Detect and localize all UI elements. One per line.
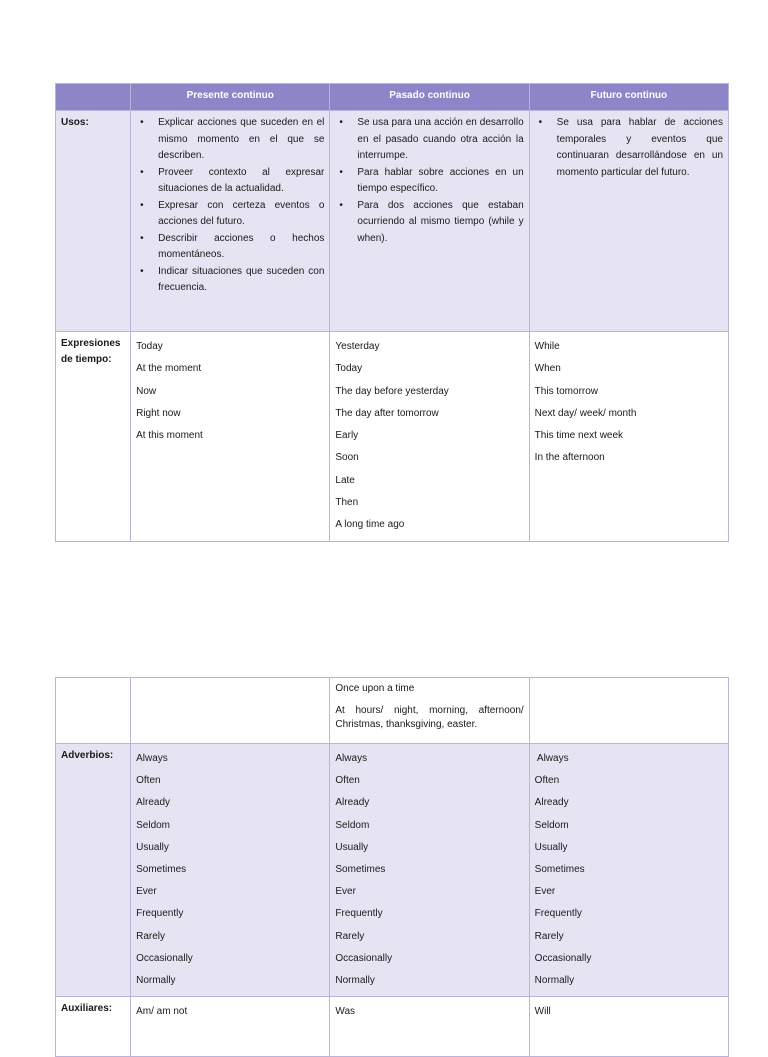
adverbios-pasado-list bbox=[335, 748, 523, 992]
list-item: Normally bbox=[335, 974, 375, 986]
list-item: At hours/ night, morning, afternoon/ Christmas, thanksgiving, easter. bbox=[335, 705, 524, 730]
list-item: Occasionally bbox=[534, 952, 592, 964]
list-item: • Describir acciones o hechos momentáneos. bbox=[158, 231, 324, 264]
list-item: Occasionally bbox=[335, 952, 393, 964]
adverbios-pasado-cell bbox=[330, 744, 529, 997]
list-item: Ever bbox=[335, 886, 356, 898]
list-item: Right now bbox=[136, 407, 181, 419]
auxiliares-pasado-cell bbox=[330, 997, 529, 1057]
list-item: Usually bbox=[534, 841, 568, 853]
list-item: Once upon a time bbox=[335, 683, 415, 694]
list-item: • Se usa para hablar de acciones temporales y eventos que continuaran desarrollándose en un momento particular del futuro. bbox=[557, 115, 723, 181]
usos-futuro-cell bbox=[529, 111, 728, 332]
list-item: • Explicar acciones que suceden en el mismo momento en el que se describen. bbox=[158, 115, 324, 165]
auxiliares-futuro-cell bbox=[529, 997, 728, 1057]
list-item: Today bbox=[136, 341, 163, 352]
list-item: Frequently bbox=[335, 908, 383, 920]
auxiliares-row bbox=[56, 997, 729, 1057]
list-item: • Para hablar sobre acciones en un tiempo específico. bbox=[357, 165, 523, 198]
list-item: Already bbox=[335, 797, 370, 809]
adverbios-presente-cell bbox=[131, 744, 330, 997]
adverbios-futuro-list bbox=[535, 748, 723, 992]
list-item: Will bbox=[534, 1006, 551, 1018]
list-item: Often bbox=[136, 775, 161, 787]
list-item: Yesterday bbox=[335, 341, 380, 352]
list-item: Seldom bbox=[136, 819, 171, 831]
auxiliares-label: Auxiliares: bbox=[56, 997, 131, 1057]
auxiliares-presente-cell bbox=[131, 997, 330, 1057]
tenses-table-part2 bbox=[55, 677, 729, 1057]
expresiones-presente-cell bbox=[131, 332, 330, 542]
header-futuro-continuo: Futuro continuo bbox=[529, 84, 728, 111]
list-item: Ever bbox=[534, 886, 556, 898]
list-item: • Se usa para una acción en desarrollo en el pasado cuando otra acción la interrumpe. bbox=[357, 115, 523, 165]
list-item: Often bbox=[335, 775, 360, 787]
list-item: • Indicar situaciones que suceden con frecuencia. bbox=[158, 264, 324, 297]
list-item: Often bbox=[534, 775, 560, 787]
list-item: Always bbox=[335, 753, 368, 764]
list-item: Am/ am not bbox=[136, 1006, 188, 1018]
list-item: Early bbox=[335, 430, 359, 442]
list-item: Always bbox=[534, 753, 569, 764]
continuation-presente-cell bbox=[131, 678, 330, 744]
usos-pasado-list bbox=[335, 115, 523, 247]
list-item: Late bbox=[335, 474, 355, 486]
auxiliares-pasado-list bbox=[335, 1001, 523, 1023]
list-item: When bbox=[534, 363, 561, 375]
adverbios-label: Adverbios: bbox=[56, 744, 131, 997]
list-item: Ever bbox=[136, 886, 157, 898]
usos-presente-list bbox=[136, 115, 324, 297]
usos-row bbox=[56, 111, 729, 332]
header-row bbox=[56, 84, 729, 111]
list-item: Seldom bbox=[534, 819, 569, 831]
continuation-pasado-list bbox=[335, 682, 523, 732]
list-item: Already bbox=[534, 797, 569, 809]
header-pasado-continuo: Pasado continuo bbox=[330, 84, 529, 111]
expresiones-pasado-list bbox=[335, 336, 523, 537]
list-item: In the afternoon bbox=[534, 452, 605, 464]
list-item: Soon bbox=[335, 452, 359, 464]
usos-pasado-cell bbox=[330, 111, 529, 332]
list-item: Was bbox=[335, 1006, 356, 1018]
list-item: Rarely bbox=[534, 930, 564, 942]
expresiones-presente-list bbox=[136, 336, 324, 447]
list-item: Frequently bbox=[136, 908, 184, 920]
list-item: • Expresar con certeza eventos o acciones del futuro. bbox=[158, 198, 324, 231]
list-item: Sometimes bbox=[136, 863, 187, 875]
list-item: Rarely bbox=[335, 930, 365, 942]
expresiones-continuation-row bbox=[56, 678, 729, 744]
header-empty-cell bbox=[56, 84, 131, 111]
list-item: Occasionally bbox=[136, 952, 193, 964]
list-item: Today bbox=[335, 363, 363, 375]
usos-presente-cell bbox=[131, 111, 330, 332]
adverbios-row bbox=[56, 744, 729, 997]
list-item: The day before yesterday bbox=[335, 385, 449, 397]
list-item: Already bbox=[136, 797, 171, 809]
expresiones-futuro-cell bbox=[529, 332, 728, 542]
list-item: Then bbox=[335, 497, 359, 509]
list-item: A long time ago bbox=[335, 519, 405, 531]
list-item: • Proveer contexto al expresar situaciones de la actualidad. bbox=[158, 165, 324, 198]
list-item: Frequently bbox=[534, 908, 582, 920]
expresiones-futuro-list bbox=[535, 336, 723, 470]
expresiones-label: Expresiones de tiempo: bbox=[56, 332, 131, 542]
tenses-table-part1 bbox=[55, 83, 729, 542]
list-item: The day after tomorrow bbox=[335, 407, 439, 419]
continuation-futuro-cell bbox=[529, 678, 728, 744]
continuation-label-cell bbox=[56, 678, 131, 744]
list-item: Usually bbox=[335, 841, 369, 853]
list-item: At this moment bbox=[136, 430, 203, 442]
auxiliares-futuro-list bbox=[535, 1001, 723, 1023]
list-item: Seldom bbox=[335, 819, 370, 831]
list-item: • Para dos acciones que estaban ocurriendo al mismo tiempo (while y when). bbox=[357, 198, 523, 248]
expresiones-pasado-cell bbox=[330, 332, 529, 542]
usos-label: Usos: bbox=[56, 111, 131, 332]
list-item: Next day/ week/ month bbox=[534, 407, 637, 419]
list-item: Sometimes bbox=[335, 863, 386, 875]
list-item: Sometimes bbox=[534, 863, 585, 875]
list-item: At the moment bbox=[136, 363, 202, 375]
list-item: This time next week bbox=[534, 430, 624, 442]
expresiones-row bbox=[56, 332, 729, 542]
list-item: This tomorrow bbox=[534, 385, 599, 397]
list-item: Always bbox=[136, 753, 168, 764]
auxiliares-presente-list bbox=[136, 1001, 324, 1023]
list-item: While bbox=[534, 341, 560, 352]
list-item: Normally bbox=[534, 974, 575, 986]
list-item: Usually bbox=[136, 841, 169, 853]
list-item: Rarely bbox=[136, 930, 166, 942]
list-item: Now bbox=[136, 385, 157, 397]
list-item: Normally bbox=[136, 974, 176, 986]
adverbios-presente-list bbox=[136, 748, 324, 992]
header-presente-continuo: Presente continuo bbox=[131, 84, 330, 111]
usos-futuro-list bbox=[535, 115, 723, 181]
adverbios-futuro-cell bbox=[529, 744, 728, 997]
continuation-pasado-cell bbox=[330, 678, 529, 744]
